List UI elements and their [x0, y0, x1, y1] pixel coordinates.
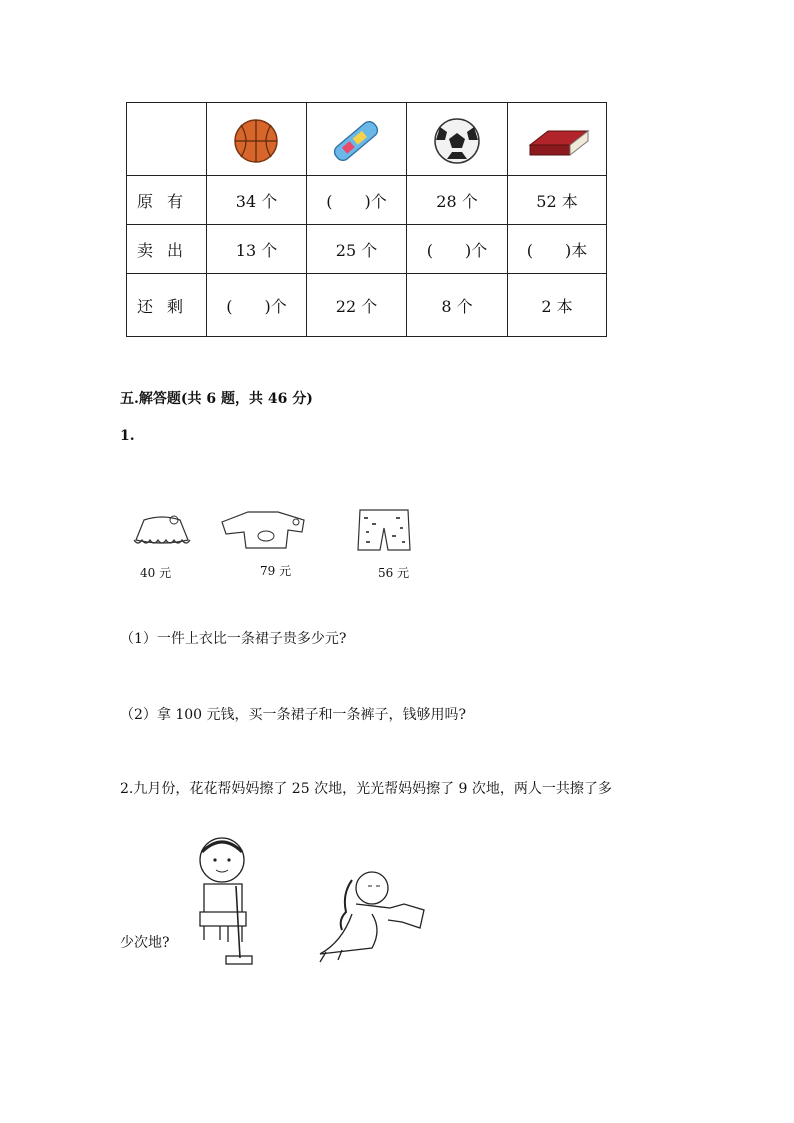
table-row-sold — [127, 225, 607, 274]
header-empty-cell — [127, 103, 207, 176]
table-cell: 52 本 — [508, 176, 607, 225]
row-label: 还剩 — [127, 274, 207, 337]
shirt-icon — [218, 508, 310, 550]
question-number: 1. — [120, 428, 135, 444]
table-header-row — [127, 103, 607, 176]
table-cell: 25 个 — [307, 225, 407, 274]
header-book-cell — [508, 103, 607, 176]
row-label: 卖出 — [127, 225, 207, 274]
question-text-cont: 少次地? — [120, 935, 170, 951]
table-cell: 2 本 — [508, 274, 607, 337]
table-cell: ( )个 — [207, 274, 307, 337]
table-cell: 13 个 — [207, 225, 307, 274]
sub-question: （1）一件上衣比一条裙子贵多少元? — [120, 631, 347, 647]
table-cell: ( )个 — [407, 225, 508, 274]
price-label: 40 元 — [140, 566, 172, 580]
row-label: 原有 — [127, 176, 207, 225]
book-icon — [508, 103, 606, 175]
header-basketball-cell — [207, 103, 307, 176]
pencil-case-icon — [307, 103, 406, 175]
table-cell: 8 个 — [407, 274, 508, 337]
table-cell: 34 个 — [207, 176, 307, 225]
table-row-original — [127, 176, 607, 225]
shorts-icon — [356, 506, 412, 554]
table-cell: ( )个 — [307, 176, 407, 225]
table-cell: ( )本 — [508, 225, 607, 274]
header-pencil-case-cell — [307, 103, 407, 176]
table-row-remaining — [127, 274, 607, 337]
girl-wiping-icon — [312, 864, 432, 964]
skirt-icon — [126, 512, 198, 552]
soccer-ball-icon — [407, 103, 507, 175]
question-text: 2.九月份，花花帮妈妈擦了 25 次地，光光帮妈妈擦了 9 次地，两人一共擦了多 — [120, 781, 612, 797]
table-cell: 22 个 — [307, 274, 407, 337]
header-soccer-cell — [407, 103, 508, 176]
price-label: 79 元 — [260, 564, 292, 578]
basketball-icon — [207, 103, 306, 175]
inventory-table — [126, 102, 607, 337]
price-label: 56 元 — [378, 566, 410, 580]
table-cell: 28 个 — [407, 176, 508, 225]
sub-question: （2）拿 100 元钱，买一条裙子和一条裤子，钱够用吗? — [120, 707, 467, 723]
boy-mopping-icon — [190, 834, 260, 968]
section-title: 五.解答题(共 6 题，共 46 分) — [120, 391, 313, 407]
